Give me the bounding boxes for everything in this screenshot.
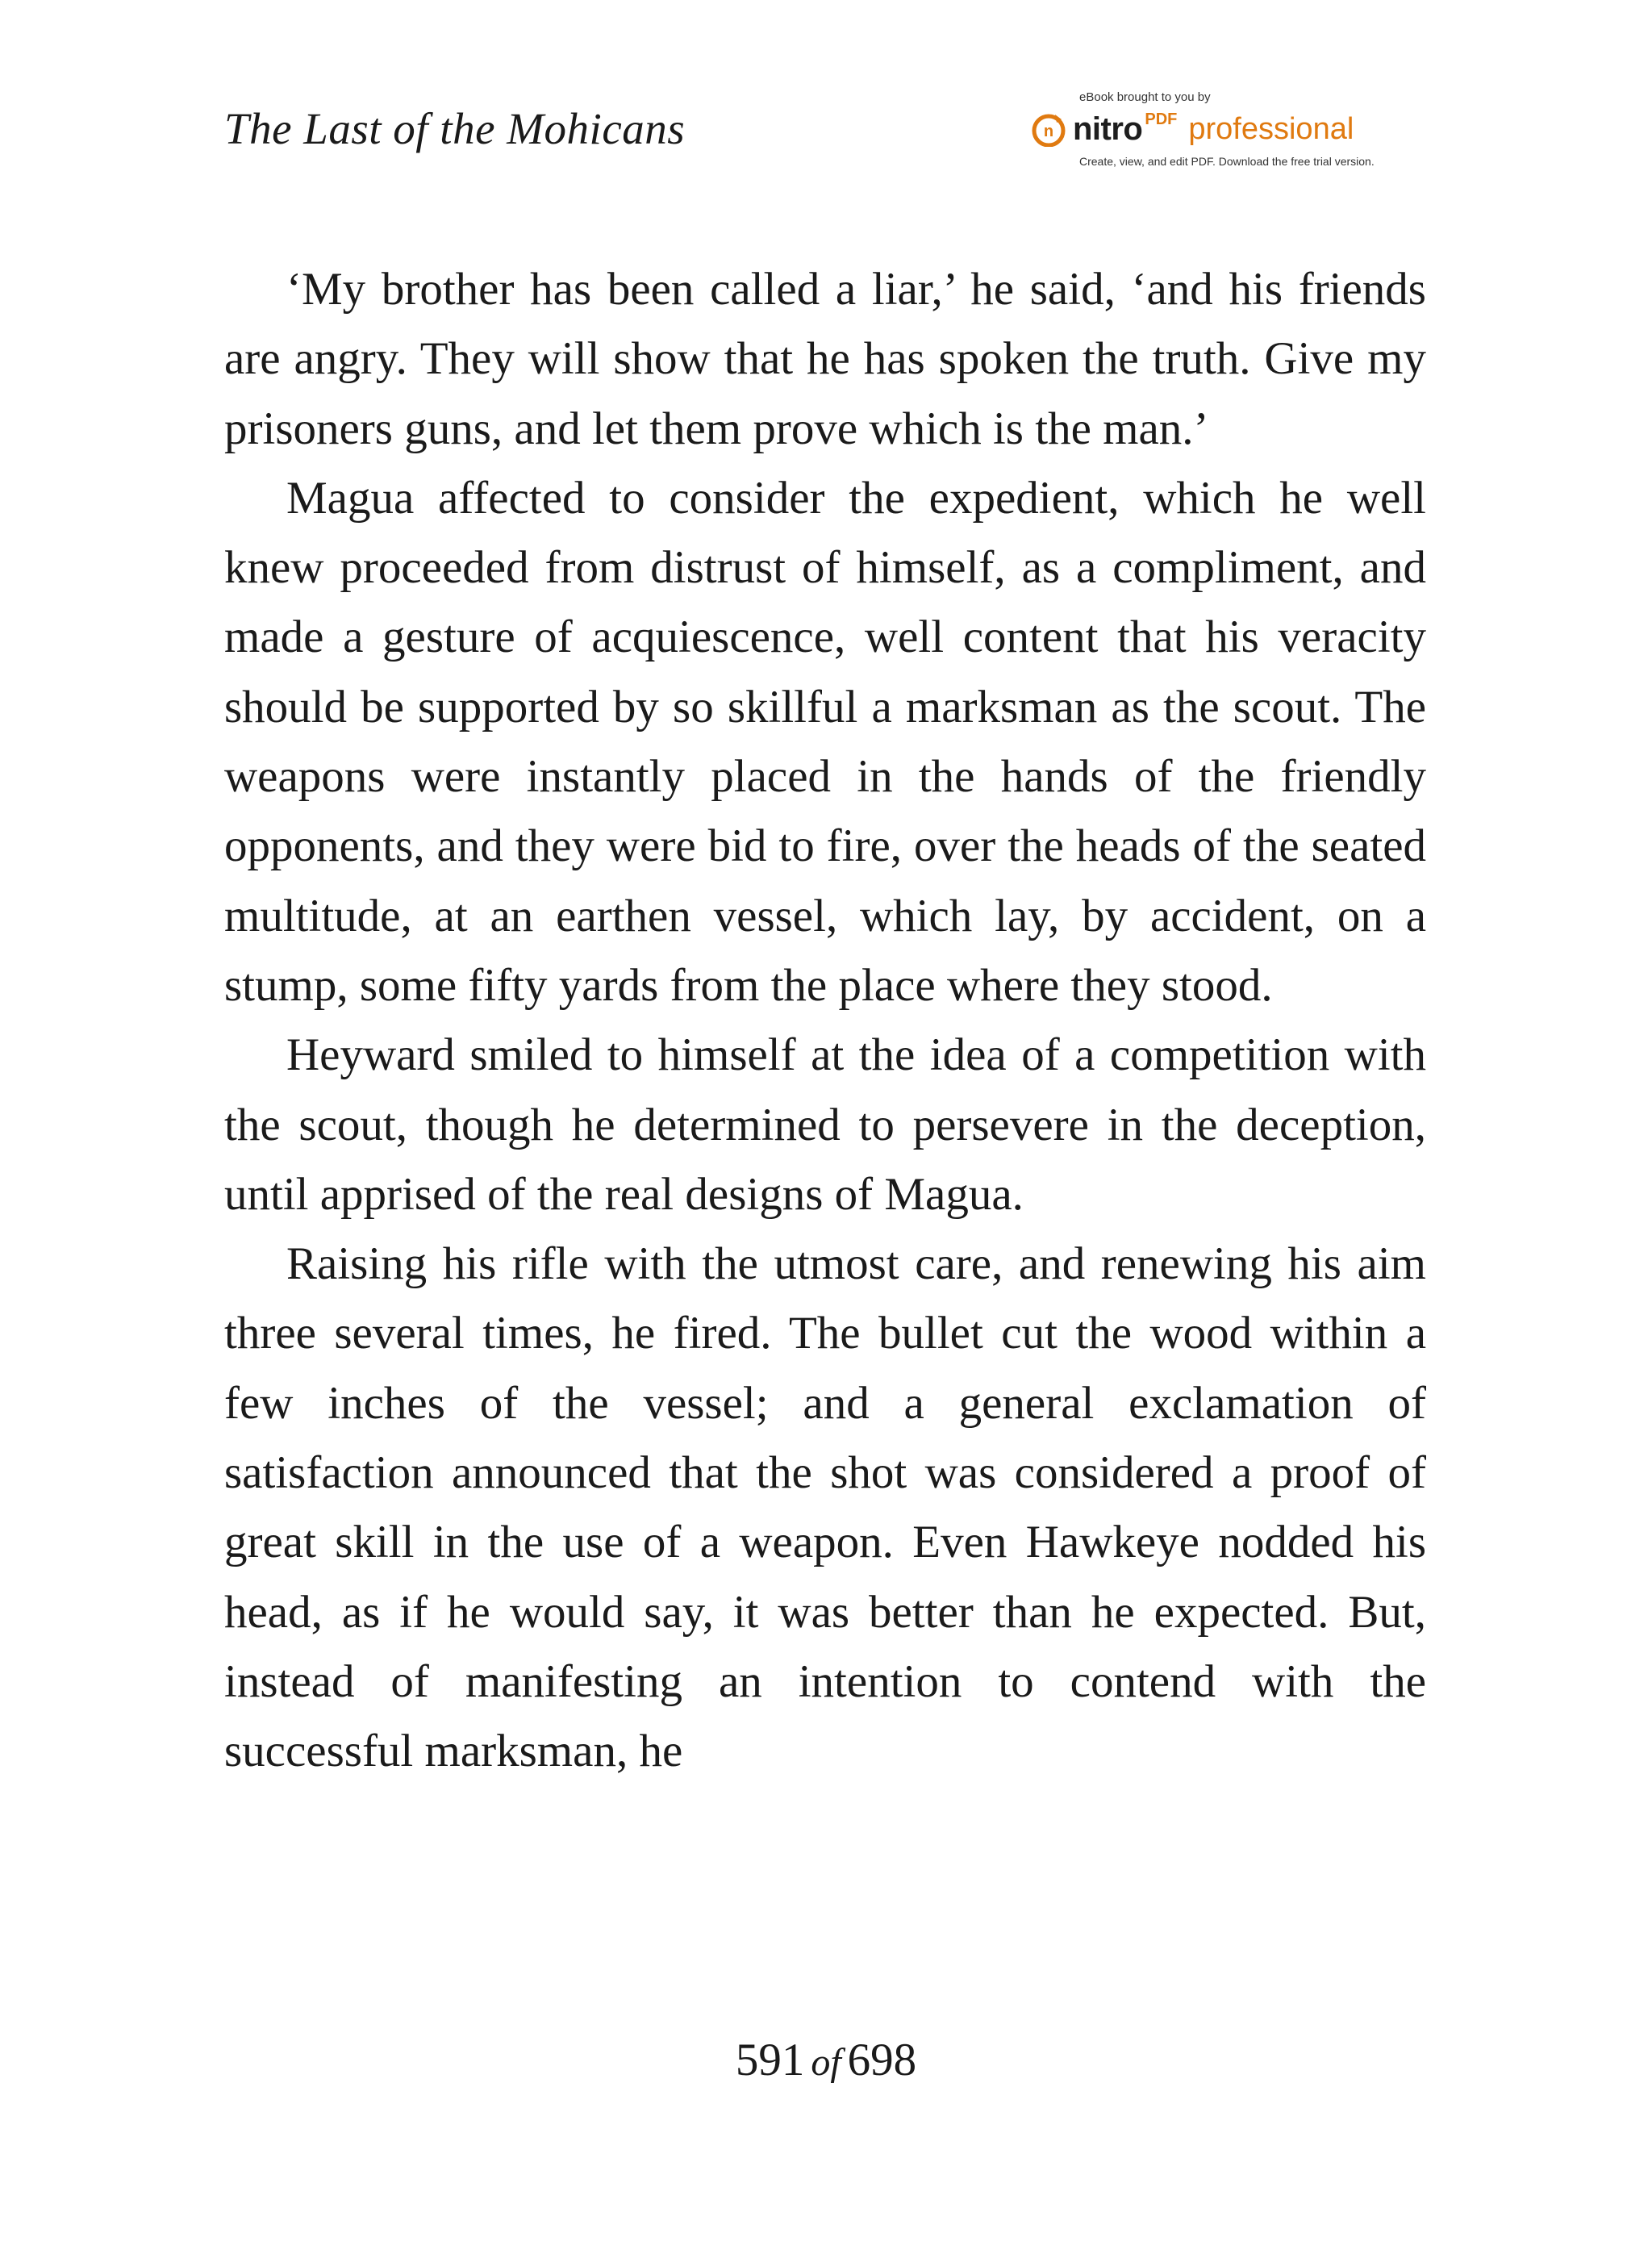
current-page: 591 [735, 2035, 805, 2085]
nitro-ad-banner[interactable] [1031, 90, 1410, 171]
page-body [224, 255, 1426, 1787]
svg-text:n: n [1043, 123, 1054, 140]
product-name: professional [1188, 111, 1354, 146]
paragraph: ‘My brother has been called a liar,’ he said, ‘and his friends are angry. They will show that he has spoken the truth. Give my prisoners guns, and let them prove which is the man.’ [224, 264, 1426, 454]
paragraph: Magua affected to consider the expedient, which he well knew proceeded from distrust of himself, as a compliment, and made a gesture of acquiescence, well content that his veracity should be supported by so skillful a marksman as the scout. The weapons were instantly placed in the hands of the friendly opponents, and they were bid to fire, over the heads of the seated multitude, at an earthen vessel, which lay, by accident, on a stump, some fifty yards from the place where they stood. [224, 472, 1426, 1011]
banner-tagline: eBook brought to you by [1079, 90, 1211, 104]
page-separator: of [811, 2041, 841, 2084]
page-number [0, 2032, 1652, 2091]
banner-subline: Create, view, and edit PDF. Download the free trial version. [1079, 155, 1375, 168]
total-pages: 698 [847, 2035, 917, 2085]
paragraph: Raising his rifle with the utmost care, and renewing his aim three several times, he fired. The bullet cut the wood within a few inches of the vessel; and a general exclamation of satisfaction announced that the shot was considered a proof of great skill in the use of a weapon. Even Hawkeye nodded his head, as if he would say, it was better than he expected. But, instead of manifesting an intention to contend with the successful marksman, he [224, 1238, 1426, 1777]
paragraph: Heyward smiled to himself at the idea of a competition with the scout, though he determined to persevere in the deception, until apprised of the real designs of Magua. [224, 1029, 1426, 1220]
nitro-logo [1031, 106, 1354, 152]
brand-superscript: PDF [1145, 110, 1178, 128]
nitro-logo-icon [1031, 111, 1066, 147]
brand-name: nitro [1073, 111, 1143, 147]
book-title: The Last of the Mohicans [224, 104, 686, 153]
